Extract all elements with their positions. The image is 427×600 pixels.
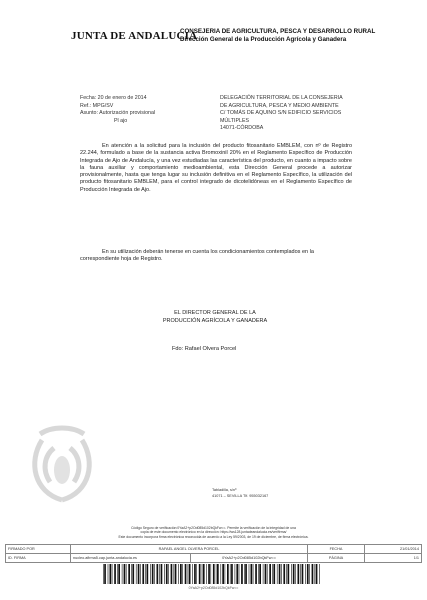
barcode-bar — [245, 564, 247, 584]
signature-table — [5, 544, 422, 563]
barcode-bar — [288, 564, 290, 584]
barcode-bar — [283, 564, 285, 584]
barcode-bar — [231, 564, 233, 584]
barcode-bar — [267, 564, 268, 584]
barcode-bar — [269, 564, 271, 584]
barcode-bar — [279, 564, 281, 584]
barcode-bar — [159, 564, 160, 584]
barcode-bar — [315, 564, 316, 584]
barcode-bar — [180, 564, 182, 584]
barcode-bar — [253, 564, 254, 584]
meta-block — [80, 95, 155, 125]
table-cell-value: nucleo.afirma5.cap.junta-andalucia.es — [71, 554, 191, 563]
signature-title-2: PRODUCCIÓN AGRÍCOLA Y GANADERA — [162, 318, 268, 324]
direccion-heading: Dirección General de la Producción Agrícola y Ganadera — [180, 36, 347, 43]
barcode-bar — [152, 564, 154, 584]
barcode-bar — [312, 564, 314, 584]
barcode-bar — [154, 564, 155, 584]
verification-notice — [5, 526, 422, 539]
barcode-bar — [227, 564, 229, 584]
barcode-bar — [110, 564, 112, 584]
barcode-bar — [298, 564, 300, 584]
barcode-bar — [178, 564, 179, 584]
barcode-bar — [265, 564, 267, 584]
barcode-bar — [309, 564, 310, 584]
asunto-line-2: Pl ajo — [114, 117, 128, 124]
address-line: DELEGACIÓN TERRITORIAL DE LA CONSEJERIA — [220, 95, 343, 101]
barcode-bar — [273, 564, 275, 584]
table-row — [6, 554, 422, 563]
consejeria-heading: CONSEJERIA DE AGRICULTURA, PESCA Y DESARROLLO RURAL — [180, 28, 376, 35]
table-cell-label: ID. FIRMA — [6, 554, 71, 563]
barcode-bar — [258, 564, 259, 584]
ref-line: Ref.: MPG/SV — [80, 102, 114, 109]
barcode-bar — [203, 564, 205, 584]
address-line: C/ TOMÁS DE AQUINO S/N EDIFICIO SERVICIOS — [220, 110, 342, 116]
barcode-bar — [185, 564, 187, 584]
barcode-bar — [277, 564, 278, 584]
barcode-bar — [150, 564, 151, 584]
footer-address — [212, 488, 268, 499]
barcode-bar — [122, 564, 123, 584]
barcode-bar — [136, 564, 137, 584]
barcode-bar — [199, 564, 201, 584]
barcode-bar — [291, 564, 292, 584]
barcode-bar — [161, 564, 163, 584]
barcode-bar — [124, 564, 126, 584]
barcode-bar — [126, 564, 127, 584]
barcode-bar — [281, 564, 282, 584]
barcode-bar — [293, 564, 295, 584]
barcode-bar — [208, 564, 210, 584]
barcode-bar — [147, 564, 149, 584]
barcode-bar — [259, 564, 261, 584]
paragraph-2-text: En su utilización deberán tenerse en cuenta los condicionamientos contemplados en la correspondiente hoja de Registro. — [80, 249, 314, 263]
barcode-bar — [295, 564, 296, 584]
table-cell-label: PÁGINA — [308, 554, 365, 563]
table-row — [6, 545, 422, 554]
barcode-bar — [235, 564, 236, 584]
table-cell-value: RAFAEL ANGEL OLVERA PORCEL — [71, 545, 308, 554]
paragraph-1-text: En atención a la solicitud para la inclusión del producto fitosanitario EMBLEM, con nº de Registro 22.244, formulado a base de la sustancia activa Bromoxinil 20% en el Reglamento Específico de Producción Integrada de Ajo de Andalucía, y una vez estudiadas las característica del producto, en cuanto a impacto sobre la fauna auxiliar y comportamiento medioambiental, esta Dirección General procede a autorizar provisionalmente, hasta que tenga lugar su inclusión definitiva en el Reglamento Específico, la utilización del producto fitosanitario EMBLEM, para el control integrado de dicotelidóneas en el Reglamento Específico de Producción Integrada de Ajo. — [80, 143, 352, 193]
barcode-bar — [157, 564, 159, 584]
barcode-bar — [319, 564, 320, 584]
table-cell-label: FECHA — [308, 545, 365, 554]
barcode-bar — [236, 564, 238, 584]
barcode-bar — [132, 564, 134, 584]
barcode-bar — [164, 564, 165, 584]
barcode-bar — [230, 564, 231, 584]
barcode-bar — [112, 564, 113, 584]
barcode-bar — [316, 564, 318, 584]
verification-line: copia de este documento electrónico en la dirección: https://ws128.juntadeandalucia.es/verifirma/ — [140, 530, 287, 535]
barcode-bar — [142, 564, 144, 584]
barcode-bar — [117, 564, 118, 584]
barcode-bar — [241, 564, 243, 584]
barcode-bar — [194, 564, 196, 584]
barcode-bar — [118, 564, 120, 584]
barcode-bar — [225, 564, 226, 584]
recipient-address — [220, 95, 370, 133]
barcode-bar — [216, 564, 217, 584]
body-paragraph-2 — [80, 249, 352, 264]
address-line: 14071-CÓRDOBA — [220, 125, 264, 131]
barcode-bar — [251, 564, 253, 584]
barcode-bar — [168, 564, 169, 584]
barcode-bar — [222, 564, 224, 584]
verification-line: Código Seguro de verificación:0YaA2+p2Od085d102bQkFw==. Permite la verificación de la integridad de una — [131, 526, 296, 530]
signature-name: Fdo: Rafael Olvera Porcel — [172, 346, 237, 352]
table-cell-value: 21/01/2014 — [365, 545, 422, 554]
barcode-bar — [145, 564, 146, 584]
barcode-bar — [188, 564, 189, 584]
junta-seal-icon — [22, 412, 102, 512]
barcode-bar — [217, 564, 219, 584]
table-cell-value: 1/1 — [365, 554, 422, 563]
address-line: MÚLTIPLES — [220, 117, 250, 124]
barcode-bar — [202, 564, 203, 584]
barcode-bar — [166, 564, 168, 584]
barcode-bar — [263, 564, 264, 584]
barcode-bar — [211, 564, 212, 584]
barcode-bar — [175, 564, 177, 584]
barcode-bar — [174, 564, 175, 584]
barcode-text: 0YaA2+p2Od085d102bQkFw== — [188, 586, 239, 590]
barcode-bar — [131, 564, 132, 584]
barcode-bar — [114, 564, 116, 584]
barcode-bar — [192, 564, 193, 584]
signature-block — [100, 309, 330, 325]
barcode-bar — [189, 564, 191, 584]
table-cell-value: 0YaA2+p2Od085d102bQkFw== — [191, 554, 308, 563]
asunto-line: Asunto: Autorización provisional — [80, 110, 156, 116]
barcode-bar — [128, 564, 130, 584]
barcode-bar — [249, 564, 250, 584]
barcode-bar — [108, 564, 109, 584]
barcode-bar — [196, 564, 197, 584]
junta-logo: JUNTA DE ANDALUCIA — [71, 30, 198, 42]
barcode-bar — [182, 564, 183, 584]
footer-address-line: 41071 – SEVILLA Tlf. 955032167 — [212, 493, 269, 498]
verification-line: Este documento incorpora firma electrónica reconocida de acuerdo a la Ley 59/2003, de 19 de diciembre, de firma electrónica. — [118, 534, 309, 539]
barcode-bar — [104, 564, 106, 584]
address-line: DE AGRICULTURA, PESCA Y MEDIO AMBIENTE — [220, 102, 339, 109]
barcode-bar — [302, 564, 304, 584]
barcode-bar — [140, 564, 141, 584]
barcode-bar — [244, 564, 245, 584]
barcode-bar — [307, 564, 309, 584]
body-paragraph-1 — [80, 143, 352, 194]
barcode-bar — [138, 564, 140, 584]
barcode-bar — [171, 564, 173, 584]
signature-title-1: EL DIRECTOR GENERAL DE LA — [174, 310, 256, 316]
barcode-bar — [213, 564, 215, 584]
barcode-icon — [103, 564, 323, 584]
fecha-line: Fecha: 20 de enero de 2014 — [80, 95, 147, 101]
barcode-bar — [221, 564, 222, 584]
barcode-bar — [272, 564, 273, 584]
barcode-bar — [300, 564, 301, 584]
barcode-bar — [206, 564, 207, 584]
barcode-bar — [286, 564, 287, 584]
footer-address-line: Tabladilla, s/nº — [212, 488, 237, 492]
barcode-bar — [305, 564, 306, 584]
barcode-bar — [255, 564, 257, 584]
barcode-bar — [239, 564, 240, 584]
table-cell-label: FIRMADO POR — [6, 545, 71, 554]
barcode-bar — [103, 564, 104, 584]
